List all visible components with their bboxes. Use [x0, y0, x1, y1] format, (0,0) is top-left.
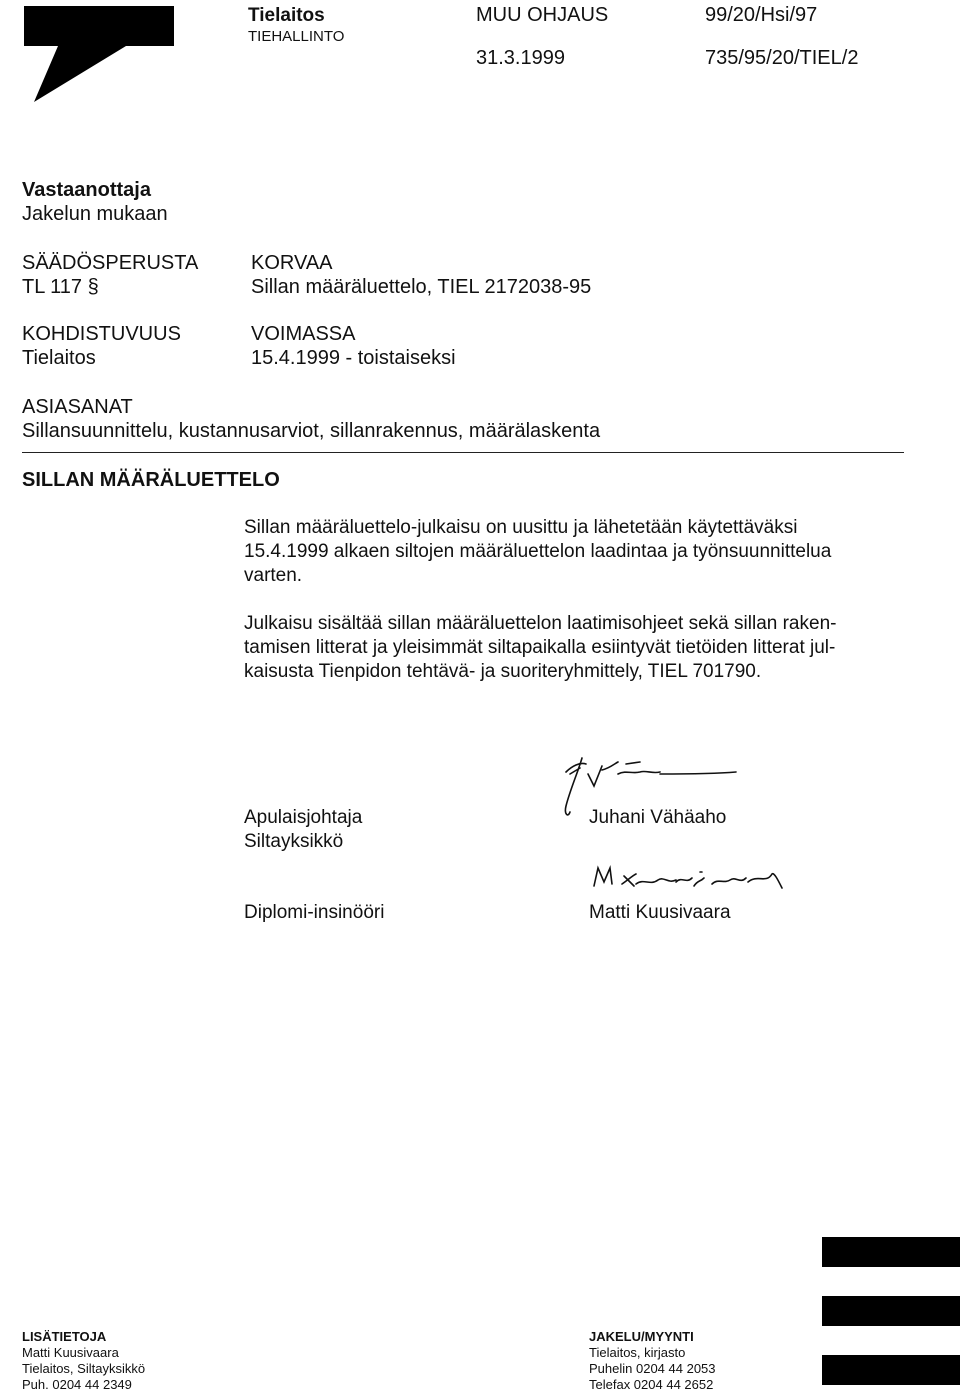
- footer-distribution-line: Tielaitos, kirjasto: [589, 1345, 686, 1360]
- footer-distribution-line: Puhelin 0204 44 2053: [589, 1361, 716, 1376]
- body-line: 15.4.1999 alkaen siltojen määräluettelon laadintaa ja työnsuunnittelua: [244, 541, 832, 562]
- margin-marker-bar: [822, 1296, 960, 1326]
- footer-distribution-label: JAKELU/MYYNTI: [589, 1329, 694, 1344]
- keywords-value: Sillansuunnittelu, kustannusarviot, sillanrakennus, määrälaskenta: [22, 420, 601, 442]
- scope-label: KOHDISTUVUUS: [22, 323, 181, 345]
- margin-marker-bar: [822, 1355, 960, 1385]
- header-ref1: 99/20/Hsi/97: [705, 4, 818, 26]
- body-line: Sillan määräluettelo-julkaisu on uusittu ja lähetetään käytettäväksi: [244, 517, 798, 538]
- signer1-name: Juhani Vähäaho: [589, 807, 727, 828]
- replaces-label: KORVAA: [251, 252, 333, 274]
- recipient-label: Vastaanottaja: [22, 179, 151, 201]
- basis-value: TL 117 §: [22, 276, 99, 298]
- keywords-label: ASIASANAT: [22, 396, 133, 418]
- basis-label: SÄÄDÖSPERUSTA: [22, 252, 199, 274]
- recipient-value: Jakelun mukaan: [22, 203, 168, 225]
- header-suborg: TIEHALLINTO: [248, 28, 345, 45]
- validity-value: 15.4.1999 - toistaiseksi: [251, 347, 456, 369]
- body-paragraph-1: [244, 516, 904, 588]
- footer-info-line: Puh. 0204 44 2349: [22, 1377, 132, 1392]
- replaces-value: Sillan määräluettelo, TIEL 2172038-95: [251, 276, 592, 298]
- body-line: varten.: [244, 565, 303, 586]
- header-doc-type: MUU OHJAUS: [476, 4, 609, 26]
- footer-info-line: Matti Kuusivaara: [22, 1345, 119, 1360]
- signer1-role: Apulaisjohtaja: [244, 807, 363, 828]
- tielaitos-logo: [22, 6, 178, 110]
- margin-marker-bar: [822, 1237, 960, 1267]
- body-paragraph-2: [244, 612, 904, 684]
- signer1-unit: Siltayksikkö: [244, 831, 344, 852]
- body-line: kaisusta Tienpidon tehtävä- ja suoriteryhmittely, TIEL 701790.: [244, 661, 762, 682]
- signature-matti-kuusivaara: [588, 862, 858, 902]
- footer-info-line: Tielaitos, Siltayksikkö: [22, 1361, 146, 1376]
- footer-info-label: LISÄTIETOJA: [22, 1329, 107, 1344]
- header-ref2: 735/95/20/TIEL/2: [705, 47, 859, 69]
- validity-label: VOIMASSA: [251, 323, 356, 345]
- scope-value: Tielaitos: [22, 347, 96, 369]
- footer-distribution-line: Telefax 0204 44 2652: [589, 1377, 714, 1392]
- body-line: Julkaisu sisältää sillan määräluettelon laatimisohjeet sekä sillan raken-: [244, 613, 837, 634]
- document-title: SILLAN MÄÄRÄLUETTELO: [22, 469, 280, 491]
- section-divider: [22, 452, 904, 453]
- header-org: Tielaitos: [248, 5, 325, 26]
- header-date: 31.3.1999: [476, 47, 565, 69]
- body-line: tamisen litterat ja yleisimmät siltapaikalla esiintyvät tietöiden litterat jul-: [244, 637, 836, 658]
- signer2-role: Diplomi-insinööri: [244, 902, 385, 923]
- signer2-name: Matti Kuusivaara: [589, 902, 731, 923]
